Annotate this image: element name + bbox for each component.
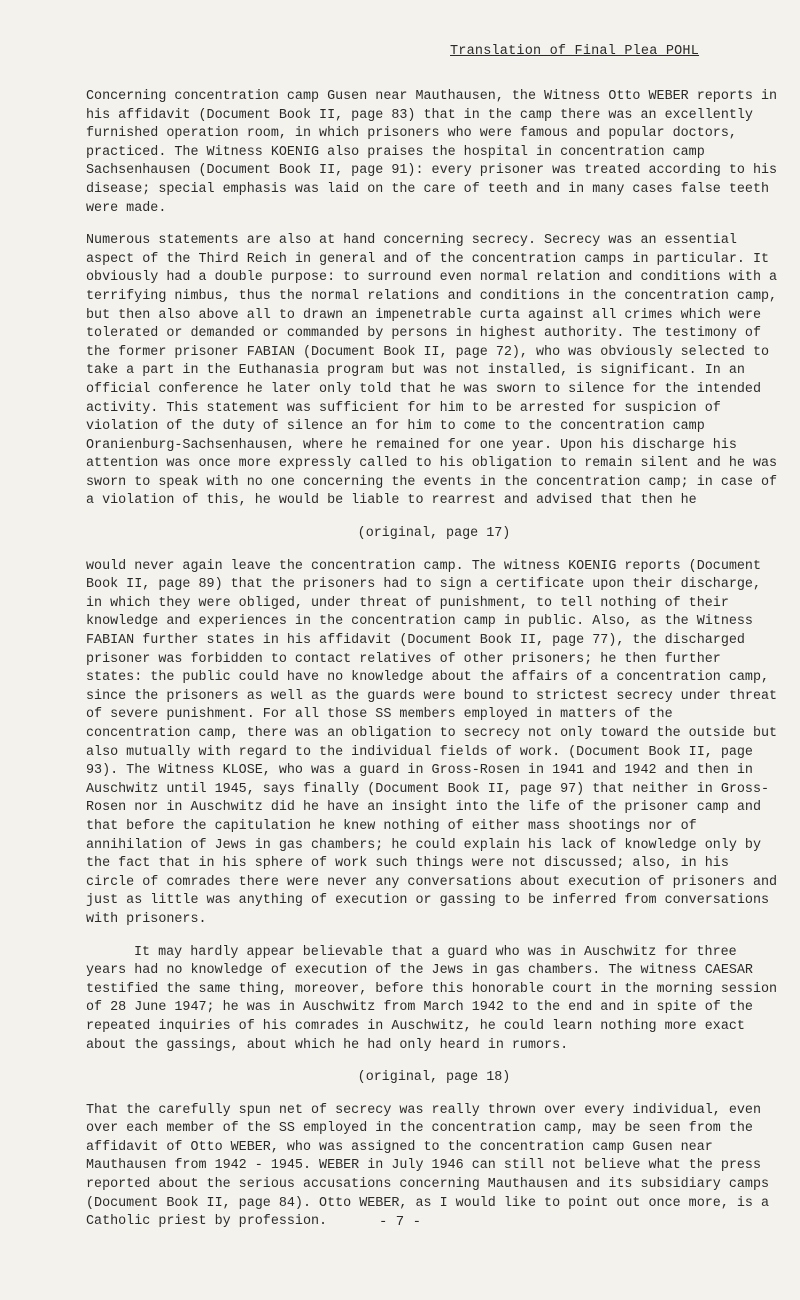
original-page-marker-18: (original, page 18) [357,1070,511,1086]
paragraph-auschwitz-guard: It may hardly appear believable that a guard who was in Auschwitz for three years had no knowledge of execution of the Jews in gas chambers. The witness CAESAR testified the same thing, moreover, before this honorable court in the morning session of 28 June 1947; he was in Auschwitz from March 1942 to the end and in spite of the repeated inquiries of his comrades in Auschwitz, he could learn nothing more exact about the gassings, about which he had only heard in rumors. [86,944,778,1053]
paragraph-discharge-certificate: would never again leave the concentration camp. The witness KOENIG reports (Document Book II, page 89) that the prisoners had to sign a certificate upon their discharge, in which they were obliged, under threat of punishment, to tell nothing of their knowledge and experiences in the concentration camp in public. Also, as the Witness FABIAN further states in his affidavit (Document Book II, page 77), the discharged prisoner was forbidden to contact relatives of other prisoners; he then further states: the public could have no knowledge about the affairs of a concentration camp, since the prisoners as well as the guards were bound to strictest secrecy under threat of severe punishment. For all those SS members employed in matters of the concentration camp, there was an obligation to secrecy not only toward the outside but also mutually with regard to the individual fields of work. (Document Book II, page 93). The Witness KLOSE, who was a guard in Gross-Rosen in 1941 and 1942 and then in Auschwitz until 1945, says finally (Document Book II, page 97) that neither in Gross-Rosen nor in Auschwitz did he have an insight into the life of the prisoner camp and that before the capitulation he knew nothing of either mass shootings nor of annihilation of Jews in gas chambers; he could explain his lack of knowledge only by the fact that in his sphere of work such things were not discussed; also, in his circle of comrades there were never any conversations about execution of prisoners and just as little was anything of execution or gassing to be inferred from conversations with prisoners. [86,558,778,927]
original-page-marker-17: (original, page 17) [357,526,511,542]
page-number: - 7 - [378,1214,421,1230]
paragraph-gusen-operation-room: Concerning concentration camp Gusen near Mauthausen, the Witness Otto WEBER reports in his affidavit (Document Book II, page 83) that in the camp there was an excellently furnished operation room, in which prisoners who were famous and popular doctors, practiced. The Witness KOENIG also praises the hospital in concentration camp Sachsenhausen (Document Book II, page 91): every prisoner was treated according to his disease; special emphasis was laid on the care of teeth and in many cases false teeth were made. [86,89,778,216]
document-header: Translation of Final Plea POHL [450,44,700,59]
paragraph-secrecy: Numerous statements are also at hand concerning secrecy. Secrecy was an essential aspect of the Third Reich in general and of the concentration camps in particular. It obviously had a double purpose: to surround even normal relation and conditions with a terrifying nimbus, thus the normal relations and conditions in the concentration camp, but then also above all to drawn an impenetrable curta against all crimes which were tolerated or demanded or commanded by persons in highest authority. The testimony of the former prisoner FABIAN (Document Book II, page 72), who was obviously selected to take a part in the Euthanasia program but was not installed, is significant. In an official conference he later only told that he was sworn to silence for the intended activity. This statement was sufficient for him to be arrested for suspicion of violation of the duty of silence an for him to come to the concentration camp Oranienburg-Sachsenhausen, where he remained for one year. Upon his discharge his attention was once more expressly called to his obligation to remain silent and he was sworn to speak with no one concerning the events in the concentration camp; in case of a violation of this, he would be liable to rearrest and advised that then he [86,233,778,509]
document-body [86,88,782,1232]
paragraph-weber-secrecy: That the carefully spun net of secrecy was really thrown over every individual, even over each member of the SS employed in the concentration camp, may be seen from the affidavit of Otto WEBER, who was assigned to the concentration camp Gusen near Mauthausen from 1942 - 1945. WEBER in July 1946 can still not believe what the press reported about the serious accusations concerning Mauthausen and its subsidiary camps (Document Book II, page 84). Otto WEBER, as I would like to point out once more, is a Catholic priest by profession. [86,1102,770,1230]
